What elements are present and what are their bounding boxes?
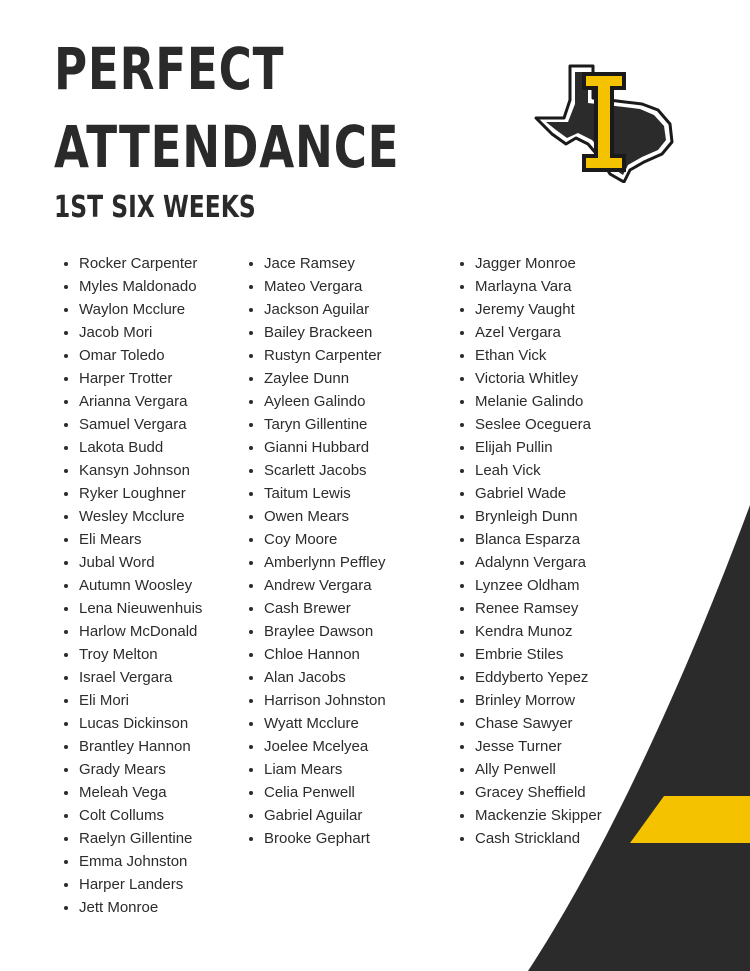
student-name: Chase Sawyer [459,712,602,735]
student-name: Rustyn Carpenter [248,344,386,367]
student-name: Adalynn Vergara [459,551,602,574]
student-name: Lena Nieuwenhuis [63,597,202,620]
student-name: Ally Penwell [459,758,602,781]
student-name: Harper Landers [63,873,202,896]
student-name: Autumn Woosley [63,574,202,597]
student-name: Seslee Oceguera [459,413,602,436]
student-name: Brantley Hannon [63,735,202,758]
student-name: Kansyn Johnson [63,459,202,482]
student-name: Myles Maldonado [63,275,202,298]
student-name: Taitum Lewis [248,482,386,505]
student-name: Samuel Vergara [63,413,202,436]
page-subtitle: 1ST SIX WEEKS [54,190,256,225]
student-name: Ethan Vick [459,344,602,367]
school-logo-texas-i [530,58,680,183]
student-name: Harper Trotter [63,367,202,390]
student-name: Joelee Mcelyea [248,735,386,758]
student-name: Ryker Loughner [63,482,202,505]
student-name: Jacob Mori [63,321,202,344]
student-name: Eddyberto Yepez [459,666,602,689]
student-name: Jagger Monroe [459,252,602,275]
student-name: Colt Collums [63,804,202,827]
student-name: Embrie Stiles [459,643,602,666]
student-name: Raelyn Gillentine [63,827,202,850]
name-column-2 [248,252,386,850]
student-name: Amberlynn Peffley [248,551,386,574]
student-name: Omar Toledo [63,344,202,367]
student-name: Kendra Munoz [459,620,602,643]
student-name: Ayleen Galindo [248,390,386,413]
student-name: Jace Ramsey [248,252,386,275]
student-name: Jubal Word [63,551,202,574]
student-name: Eli Mori [63,689,202,712]
student-name: Taryn Gillentine [248,413,386,436]
student-name: Owen Mears [248,505,386,528]
student-name: Andrew Vergara [248,574,386,597]
student-name: Mackenzie Skipper [459,804,602,827]
student-name: Cash Strickland [459,827,602,850]
student-name: Jackson Aguilar [248,298,386,321]
student-name: Blanca Esparza [459,528,602,551]
student-name: Melanie Galindo [459,390,602,413]
student-name: Wyatt Mcclure [248,712,386,735]
student-name: Bailey Brackeen [248,321,386,344]
student-name: Lynzee Oldham [459,574,602,597]
student-name: Chloe Hannon [248,643,386,666]
student-name: Celia Penwell [248,781,386,804]
student-name: Scarlett Jacobs [248,459,386,482]
name-column-1 [63,252,202,919]
student-name: Troy Melton [63,643,202,666]
student-name: Alan Jacobs [248,666,386,689]
student-name: Waylon Mcclure [63,298,202,321]
student-name: Braylee Dawson [248,620,386,643]
student-name: Marlayna Vara [459,275,602,298]
title-line-2: ATTENDANCE [54,113,400,181]
student-name: Mateo Vergara [248,275,386,298]
student-name: Leah Vick [459,459,602,482]
student-name: Liam Mears [248,758,386,781]
student-name: Cash Brewer [248,597,386,620]
student-name: Gianni Hubbard [248,436,386,459]
student-name: Brooke Gephart [248,827,386,850]
student-name: Elijah Pullin [459,436,602,459]
page-title [54,30,399,186]
student-name: Meleah Vega [63,781,202,804]
title-line-1: PERFECT [54,35,285,103]
student-name: Eli Mears [63,528,202,551]
student-name: Lucas Dickinson [63,712,202,735]
student-name: Brinley Morrow [459,689,602,712]
student-name: Arianna Vergara [63,390,202,413]
student-name: Grady Mears [63,758,202,781]
student-name: Victoria Whitley [459,367,602,390]
student-name: Lakota Budd [63,436,202,459]
student-name: Harrison Johnston [248,689,386,712]
student-name: Gabriel Aguilar [248,804,386,827]
student-name: Jeremy Vaught [459,298,602,321]
student-name: Brynleigh Dunn [459,505,602,528]
student-name: Jett Monroe [63,896,202,919]
student-name: Jesse Turner [459,735,602,758]
student-name: Azel Vergara [459,321,602,344]
student-name: Renee Ramsey [459,597,602,620]
student-name: Emma Johnston [63,850,202,873]
student-name: Wesley Mcclure [63,505,202,528]
name-column-3 [459,252,602,850]
student-name: Gabriel Wade [459,482,602,505]
student-name: Israel Vergara [63,666,202,689]
student-name: Zaylee Dunn [248,367,386,390]
student-name: Gracey Sheffield [459,781,602,804]
student-name: Coy Moore [248,528,386,551]
student-name: Harlow McDonald [63,620,202,643]
student-name: Rocker Carpenter [63,252,202,275]
